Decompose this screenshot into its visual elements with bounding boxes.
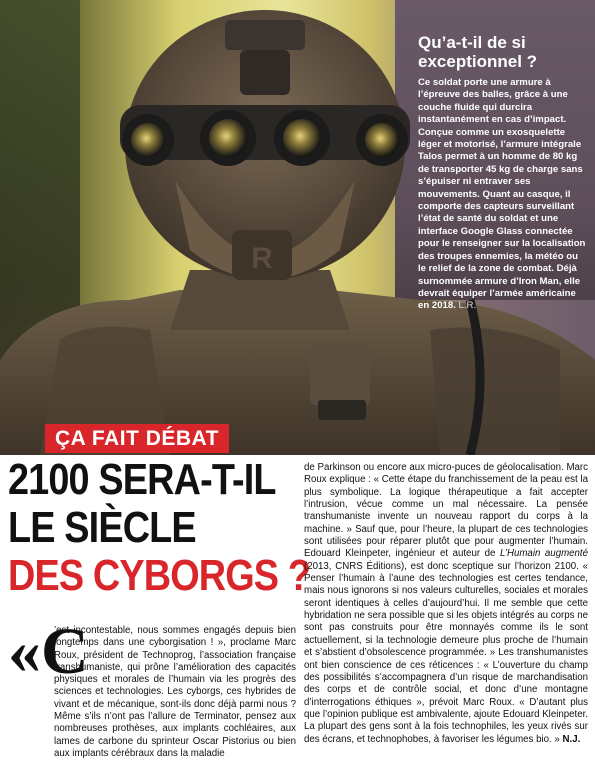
- sidebar-box: [418, 33, 588, 313]
- drop-cap: «C: [8, 615, 89, 688]
- section-label: ÇA FAIT DÉBAT: [45, 424, 229, 453]
- headline-line-2: LE SIÈCLE: [8, 503, 196, 552]
- article-author: N.J.: [562, 733, 581, 745]
- sidebar-body: [418, 77, 588, 313]
- article-body: [304, 462, 588, 746]
- headline: [8, 455, 311, 600]
- article-left-column: [8, 615, 296, 760]
- sidebar-title: Qu’a-t-il de si exceptionnel ?: [418, 33, 538, 71]
- article-text-2: (2013, CNRS Éditions), est donc sceptique sur l’horizon 2100. « Penser l’humain à l’aune des technologies est certes tendance, mais nous ignorons si nos valeurs culturelles, sociales et morales seront identiques à celles d’aujourd’hui. Il me semble que cette hybridation ne sera possible que si les objets intégrés au corps ne sont pas construits pour être monnayés comme ils le sont actuellement, si la technologie demeure plus proche de l’humain et s’abstient d’obsolescence programmée. » Les transhumanistes ont bien conscience de ces réticences : « L’ouverture du champ des possibilités s’accompagnera d’un risque de marchandisation des corps et de contrôle social, et donc d’une montagne d’interrogations éthiques », prévoit Marc Roux. « D’autant plus que l’opinion publique est ambivalente, ajoute Edouard Kleinpeter. La plupart des gens sont à la fois technophiles, les yeux rivés sur des écrans, et technophobes, à favoriser les légumes bio. »: [304, 560, 588, 745]
- svg-text:R: R: [251, 242, 273, 275]
- article-right-column: [304, 462, 588, 746]
- article-intro: ’est incontestable, nous sommes engagés depuis bien longtemps dans une cyborgisation ! », proclame Marc Roux, président de Technoprog, l’association française transhumaniste, qui prône l’amélioration des capacités physiques et morales de l’humain via les progrès des sciences et technologies. Les cyborgs, ces hybrides de vivant et de mécanique, sont-ils donc déjà parmi nous ? Même s’ils n’ont pas l’allure de Terminator, pensez aux nombreuses prothèses, aux implants cochléaires, aux lames de carbone du sprinteur Oscar Pistorius ou bien aux implants cérébraux dans la maladie: [54, 625, 296, 759]
- headline-line-3: DES CYBORGS ?: [8, 551, 311, 600]
- sidebar-text: Ce soldat porte une armure à l’épreuve des balles, grâce à une couche fluide qui durcira instantanément en cas d’impact. Conçue comme un exosquelette léger et motorisé, l’armure intégrale Talos permet à un homme de 80 kg de transporter 45 kg de charge sans s’épuiser ni entraver ses mouvements. Quant au casque, il comporte des capteurs surveillant l’état de santé du soldat et une interface Google Glass connectée pour le renseigner sur la localisation des troupes ennemies, la météo ou le relief de la zone de combat. Déjà surnommée armure d’Iron Man, elle devrait équiper l’armée américaine en 2018.: [418, 77, 586, 312]
- book-title: L’Humain augmenté: [499, 548, 589, 560]
- sidebar-signature: L.R.: [458, 300, 477, 312]
- article-text-1: de Parkinson ou encore aux micro-puces de géolocalisation. Marc Roux explique : « Cette étape du franchissement de la peau est la plus symbolique. La logique thérapeutique a fait accepter l’intrusion, vécue comme un mal nécessaire. La pensée transhumaniste invente un nouveau rapport du corps à la machine. » Sauf que, pour l’heure, la plupart de ces technologies sont utilisées pour réparer plutôt que pour augmenter l’humain. Edouard Kleinpeter, ingénieur et auteur de: [304, 462, 588, 560]
- headline-line-1: 2100 SERA-T-IL: [8, 455, 276, 504]
